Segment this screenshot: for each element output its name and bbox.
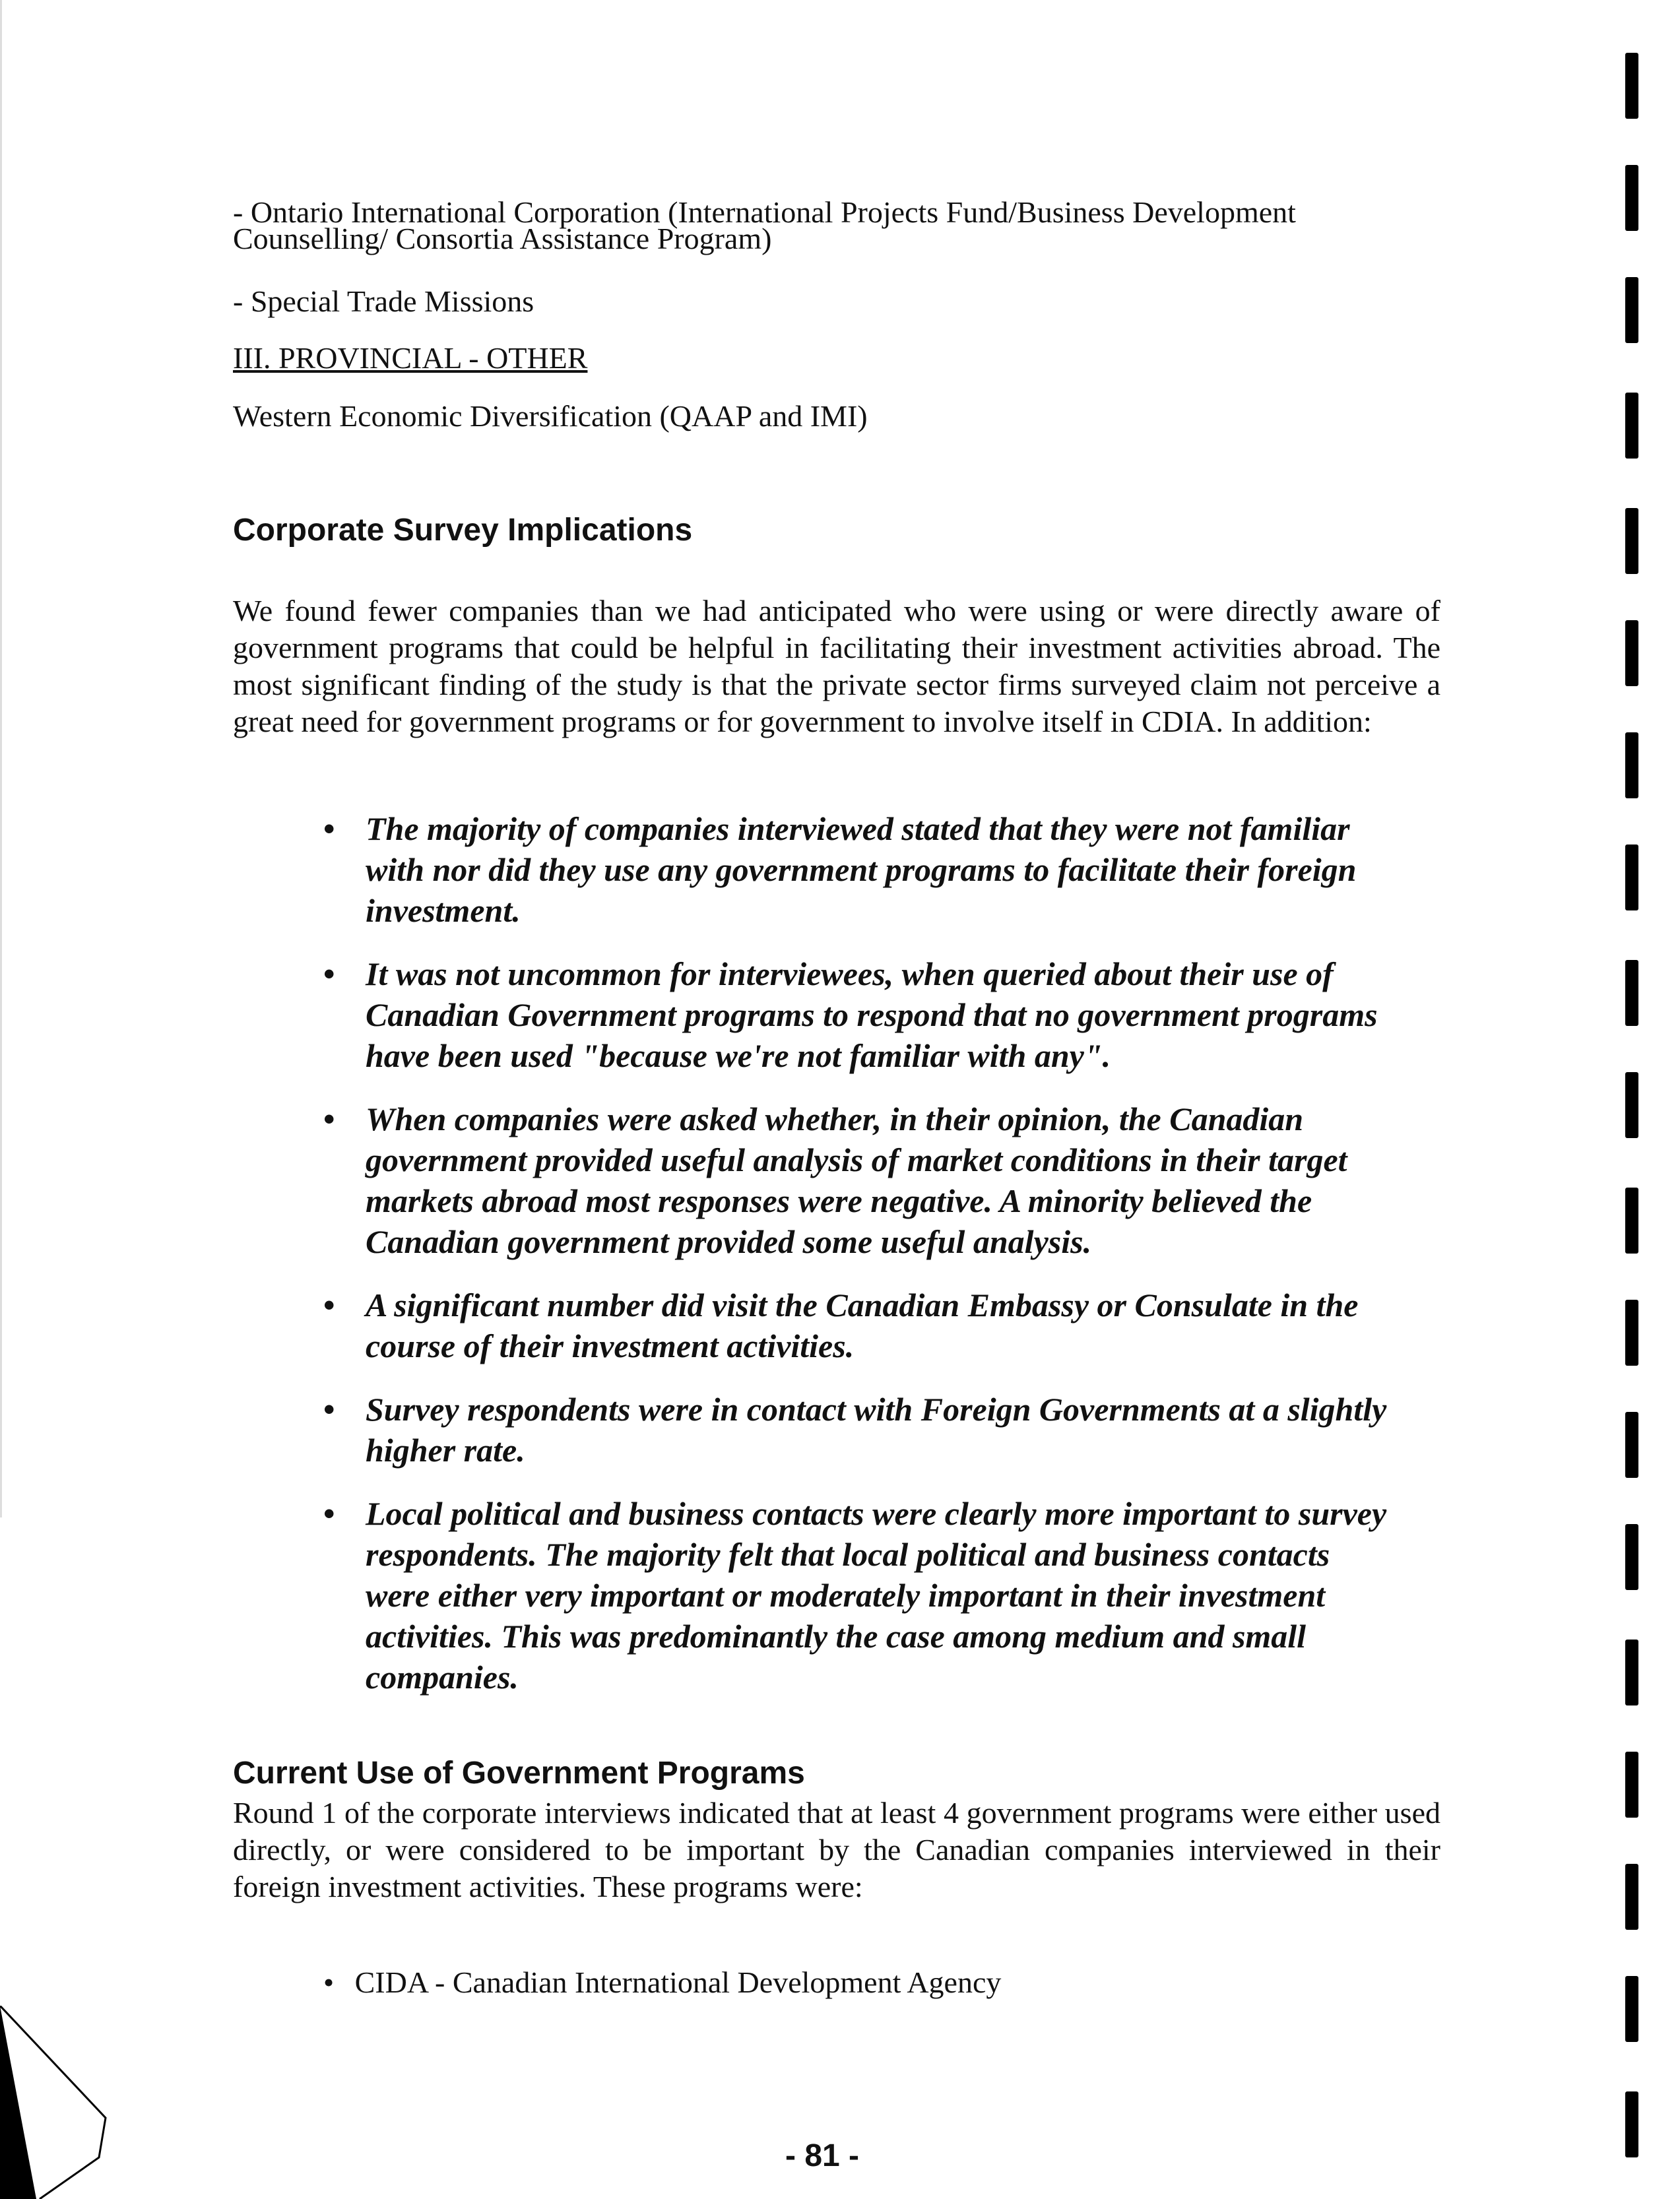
binder-mark	[1625, 1412, 1638, 1478]
bullet-icon: •	[323, 955, 335, 992]
page-corner-fold	[0, 2006, 112, 2199]
binder-mark	[1625, 2091, 1638, 2157]
binder-mark	[1625, 165, 1638, 231]
binder-mark	[1625, 393, 1638, 459]
list-item	[323, 1099, 1392, 1262]
bullet-text: When companies were asked whether, in their opinion, the Canadian government provided useful analysis of market conditions in their target markets abroad most responses were negative. A minority believed the Canadian government provided some useful analysis.	[366, 1100, 1347, 1260]
corporate-survey-intro: We found fewer companies than we had anticipated who were using or were directly aware of government programs that could be helpful in facilitating their investment activities abroad. The most significant finding of the study is that the private sector firms surveyed claim not perceive a great need for government programs or for government to involve itself in CDIA. In addition:	[233, 594, 1440, 738]
current-use-paragraph: Round 1 of the corporate interviews indicated that at least 4 government programs were either used directly, or were considered to be important by the Canadian companies interviewed in their foreign investment activities. These programs were:	[233, 1796, 1440, 1903]
bullet-icon: •	[323, 1287, 335, 1323]
bullet-icon: •	[323, 1100, 335, 1137]
bullet-text: It was not uncommon for interviewees, when queried about their use of Canadian Government programs to respond that no government programs have been used "because we're not familiar with any".	[366, 955, 1378, 1074]
bullet-text: A significant number did visit the Canadian Embassy or Consulate in the course of their investment activities.	[366, 1287, 1359, 1364]
section-heading-corporate-survey: Corporate Survey Implications	[233, 513, 693, 548]
list-item	[323, 1965, 1001, 2000]
binder-mark	[1625, 1864, 1638, 1930]
list-item	[323, 953, 1392, 1076]
page-number: - 81 -	[785, 2138, 860, 2173]
section-heading-current-use: Current Use of Government Programs	[233, 1756, 805, 1791]
binder-mark	[1625, 1752, 1638, 1818]
binder-mark	[1625, 277, 1638, 343]
survey-bullet-list	[323, 808, 1392, 1720]
bullet-text: The majority of companies interviewed stated that they were not familiar with nor did they use any government programs to facilitate their foreign investment.	[366, 810, 1357, 929]
binder-mark	[1625, 960, 1638, 1026]
bullet-icon: •	[323, 1965, 335, 1999]
bullet-text: Survey respondents were in contact with Foreign Governments at a slightly higher rate.	[366, 1391, 1387, 1469]
binder-mark	[1625, 845, 1638, 910]
list-item	[323, 1389, 1392, 1471]
binder-mark	[1625, 1188, 1638, 1254]
binder-mark	[1625, 732, 1638, 798]
bullet-text: CIDA - Canadian International Development Agency	[354, 1965, 1002, 1999]
section-heading-provincial-other: III. PROVINCIAL - OTHER	[233, 341, 588, 375]
provincial-other-item: Western Economic Diversification (QAAP and IMI)	[233, 399, 868, 433]
binder-mark	[1625, 1976, 1638, 2042]
binder-mark	[1625, 1072, 1638, 1138]
bullet-icon: •	[323, 1391, 335, 1428]
binder-mark	[1625, 508, 1638, 574]
bullet-icon: •	[323, 1495, 335, 1532]
list-item	[323, 1493, 1392, 1698]
binder-mark	[1625, 53, 1638, 119]
binder-mark	[1625, 1640, 1638, 1705]
bullet-text: Local political and business contacts were clearly more important to survey respondents. The majority felt that local political and business contacts were either very important or moderately important in their investment activities. This was predominantly the case among medium and small companies.	[366, 1495, 1387, 1696]
binder-mark	[1625, 620, 1638, 686]
top-list-item-trade-missions: - Special Trade Missions	[233, 284, 534, 318]
list-item	[323, 808, 1392, 931]
bullet-icon: •	[323, 810, 335, 847]
top-list-item-ontario: - Ontario International Corporation (International Projects Fund/Business Development Counselling/ Consortia Assistance Program)	[233, 195, 1296, 255]
binder-mark	[1625, 1300, 1638, 1366]
binder-mark	[1625, 1524, 1638, 1590]
scan-edge-line	[0, 0, 2, 1517]
list-item	[323, 1285, 1392, 1366]
